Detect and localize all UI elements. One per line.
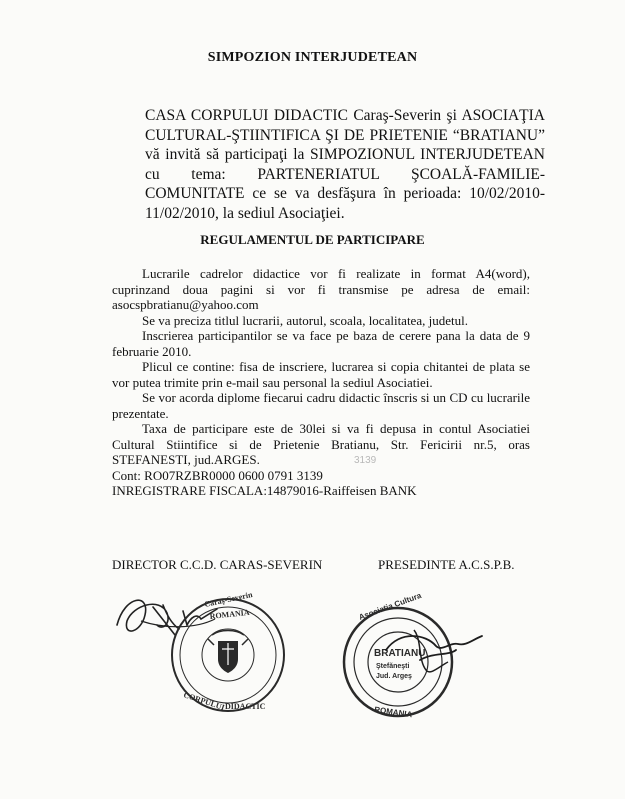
- section-heading: REGULAMENTUL DE PARTICIPARE: [200, 232, 425, 247]
- svg-text:Caraş-Severin: Caraş-Severin: [203, 589, 254, 609]
- rule-envelope: Plicul ce contine: fisa de inscriere, lucrarea si copia chitantei de plata se vor putea trimite prin e-mail sau personal la sediul Asociatiei.: [112, 359, 530, 390]
- stamp-ccd-caras-severin: [105, 585, 295, 725]
- svg-text:Jud. Argeş: Jud. Argeş: [376, 673, 412, 680]
- signature-label-president: PRESEDINTE A.C.S.P.B.: [378, 557, 515, 572]
- svg-text:CORPULUI: CORPULUI: [182, 690, 226, 713]
- rule-details: Se va preciza titlul lucrarii, autorul, scoala, localitatea, judetul.: [142, 312, 468, 328]
- page-title: SIMPOZION INTERJUDETEAN: [207, 50, 418, 65]
- rules-section: [112, 266, 530, 499]
- rule-fee: Taxa de participare este de 30lei si va fi depusa in contul Asociatiei Cultural Stiintifice si de Prietenie Bratianu, Str. Fericirii nr.5, oras STEFANESTI, jud.ARGES.: [112, 421, 530, 467]
- invitation-paragraph: [145, 106, 545, 223]
- svg-text:ROMANIA: ROMANIA: [209, 607, 250, 621]
- stamp-ccd-graphic: [105, 585, 295, 725]
- faint-mark: 3139: [354, 455, 377, 466]
- stamp-acspb: [330, 590, 490, 730]
- invitation-text: CASA CORPULUI DIDACTIC Caraş-Severin şi ASOCIAŢIA CULTURAL-ŞTIINTIFICA ŞI DE PRIETENIE “BRATIANU” vă invită să participaţi la SIMPOZIONUL INTERJUDETEAN cu tema: PARTENERIATUL ŞCOALĂ-FAMILIE-COMUNITATE ce se va desfăşura în perioada: 10/02/2010-11/02/2010, la sediul Asociaţiei.: [145, 107, 545, 222]
- rule-format: Lucrarile cadrelor didactice vor fi realizate in format A4(word), cuprinzand doua pagini si vor fi transmise pe adresa de email: asocspbratianu@yahoo.com: [112, 266, 530, 312]
- svg-text:DIDACTIC: DIDACTIC: [225, 702, 266, 711]
- stamp-acspb-graphic: [330, 590, 490, 730]
- svg-text:BRATIANU: BRATIANU: [374, 648, 426, 659]
- svg-text:Asociatia Cultura: Asociatia Cultura: [357, 590, 423, 622]
- bank-account: Cont: RO07RZBR0000 0600 0791 3139: [112, 467, 323, 483]
- svg-text:Ştefăneşti: Ştefăneşti: [376, 663, 410, 670]
- rule-registration: Inscrierea participantilor se va face pe baza de cerere pana la data de 9 februarie 2010.: [112, 328, 530, 359]
- rule-diplomas: Se vor acorda diplome fiecarui cadru didactic înscris si un CD cu lucrarile prezentate.: [112, 390, 530, 421]
- svg-text:ROMANIA: ROMANIA: [373, 705, 413, 720]
- fiscal-registration: INREGISTRARE FISCALA:14879016-Raiffeisen BANK: [112, 483, 417, 498]
- signature-label-director: DIRECTOR C.C.D. CARAS-SEVERIN: [112, 557, 323, 572]
